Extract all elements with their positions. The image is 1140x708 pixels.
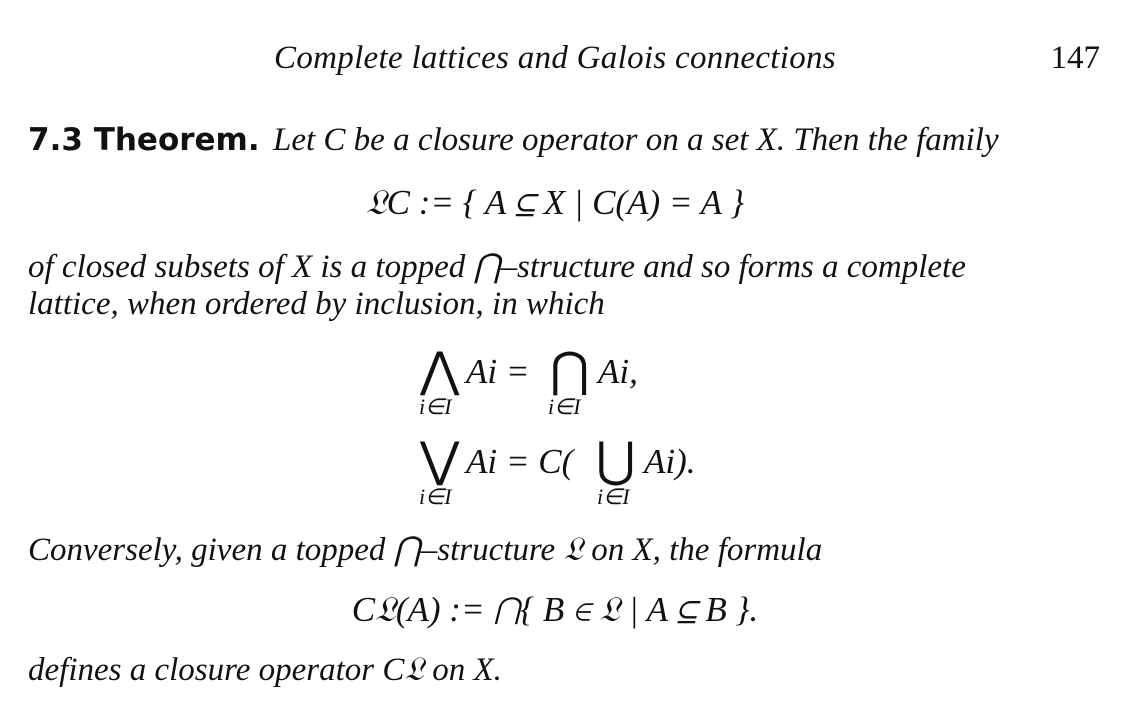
meet-rhs-term: Ai,	[598, 352, 638, 391]
join-rhs-index: i∈I	[597, 484, 630, 509]
big-wedge-operator: ⋀	[420, 342, 460, 398]
join-lhs-index: i∈I	[419, 484, 452, 509]
equation-closed-family: 𝔏C := { A ⊆ X | C(A) = A }	[365, 183, 745, 222]
meet-rhs-index: i∈I	[548, 394, 581, 419]
big-vee-operator: ⋁	[420, 432, 460, 488]
equation-closure-operator: C𝔏(A) := ⋂{ B ∈ 𝔏 | A ⊆ B }.	[351, 590, 759, 629]
converse-paragraph: Conversely, given a topped ⋂–structure 𝔏 on X, the formula	[28, 532, 823, 568]
closing-paragraph: defines a closure operator C𝔏 on X.	[28, 652, 502, 688]
big-union-operator: ⋃	[596, 432, 636, 488]
big-intersection-operator: ⋂	[550, 342, 590, 398]
paragraph-line-2: lattice, when ordered by inclusion, in which	[28, 286, 605, 322]
running-header-title: Complete lattices and Galois connections	[274, 40, 836, 76]
paragraph-line-1: of closed subsets of X is a topped ⋂–structure and so forms a complete	[28, 249, 966, 285]
meet-lhs-term: Ai =	[466, 352, 530, 391]
meet-lhs-index: i∈I	[419, 394, 452, 419]
theorem-label: 7.3 Theorem.	[28, 122, 260, 158]
join-rhs-term: Ai).	[644, 442, 696, 481]
page-number: 147	[1050, 40, 1100, 76]
join-lhs-term: Ai = C(	[466, 442, 574, 481]
theorem-intro: Let C be a closure operator on a set X. Then the family	[273, 122, 999, 158]
